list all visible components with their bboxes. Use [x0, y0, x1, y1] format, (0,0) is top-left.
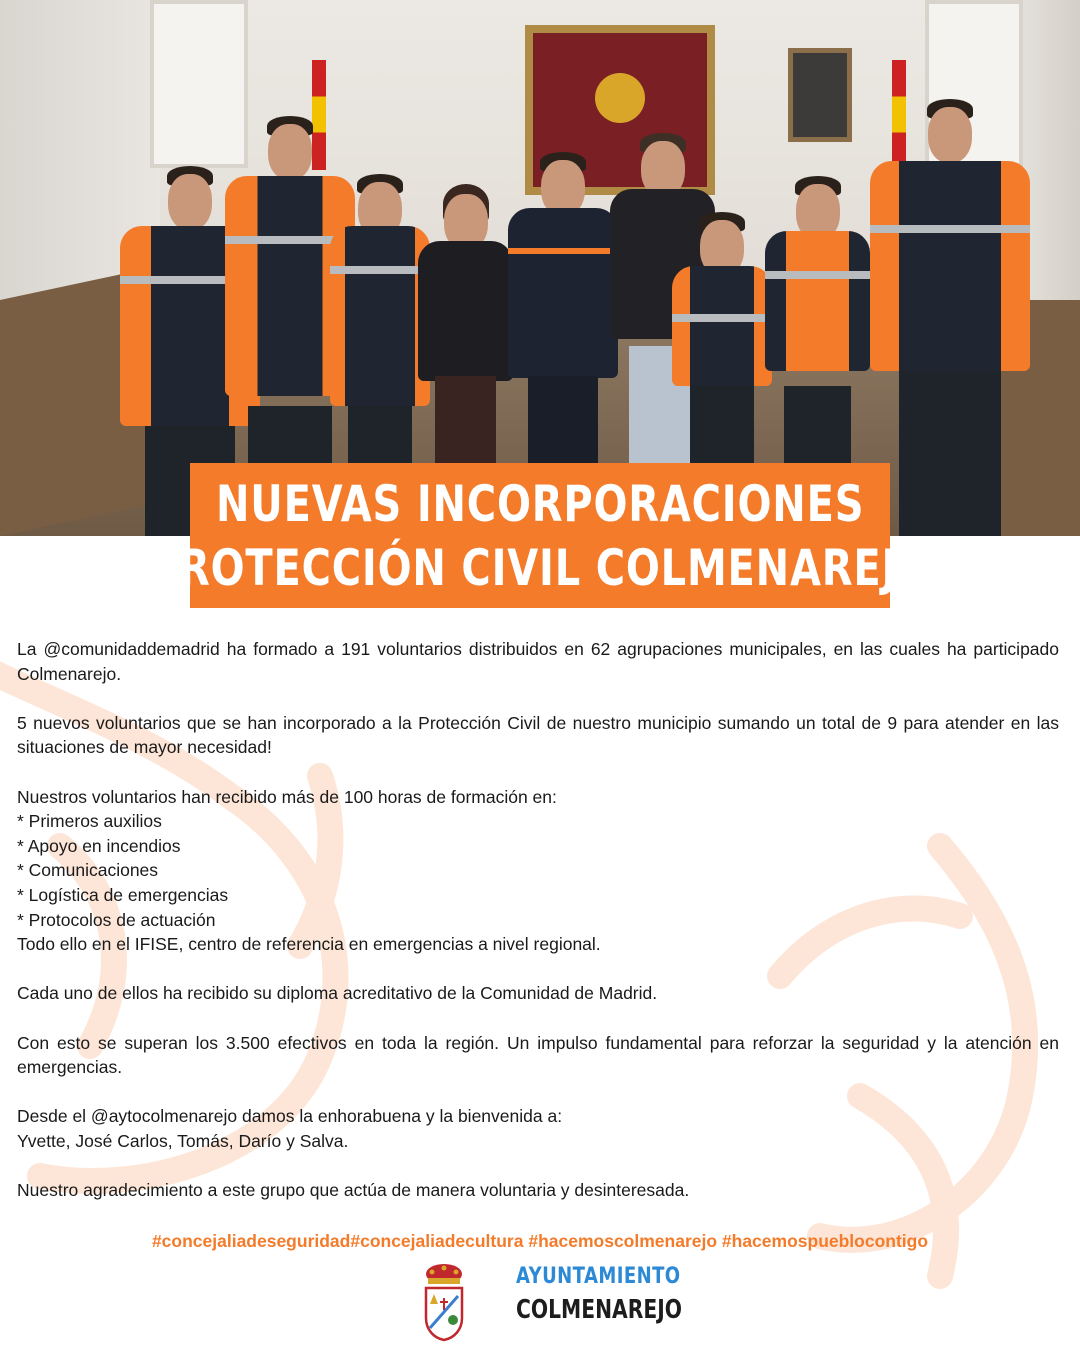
- training-item: * Apoyo en incendios: [17, 835, 181, 856]
- paragraph-2: 5 nuevos voluntarios que se han incorporado a la Protección Civil de nuestro municipio sumando un total de 9 para atender en las situaciones de mayor necesidad!: [17, 712, 1059, 758]
- training-intro: Nuestros voluntarios han recibido más de 100 horas de formación en:: [17, 786, 557, 807]
- training-item: * Logística de emergencias: [17, 884, 229, 905]
- paragraph-5: Con esto se superan los 3.500 efectivos en toda la región. Un impulso fundamental para reforzar la seguridad y la atención en emergencias.: [17, 1032, 1059, 1078]
- paragraph-1: La @comunidaddemadrid ha formado a 191 voluntarios distribuidos en 62 agrupaciones municipales, en las cuales ha participado Colmenarejo.: [17, 639, 1059, 684]
- training-item: * Comunicaciones: [17, 860, 159, 881]
- coat-of-arms-icon: [420, 1262, 468, 1342]
- title-line-2: PROTECCIÓN CIVIL COLMENAREJO: [148, 538, 932, 597]
- org-name-line-1: AYUNTAMIENTO: [516, 1264, 681, 1289]
- title-line-1: NUEVAS INCORPORACIONES: [215, 474, 865, 533]
- hashtags: #concejaliadeseguridad#concejaliadecultura #hacemoscolmenarejo #hacemospueblocontigo: [151, 1231, 929, 1251]
- training-item: * Protocolos de actuación: [17, 909, 216, 930]
- training-outro: Todo ello en el IFISE, centro de referencia en emergencias a nivel regional.: [17, 934, 601, 955]
- post-body: [17, 637, 1059, 1227]
- volunteer-names: Yvette, José Carlos, Tomás, Darío y Salva.: [17, 1130, 349, 1151]
- group-photo: [0, 0, 1080, 536]
- organization-logo: [516, 1264, 729, 1325]
- paragraph-7: Nuestro agradecimiento a este grupo que actúa de manera voluntaria y desinteresada.: [17, 1180, 690, 1201]
- paragraph-4: Cada uno de ellos ha recibido su diploma acreditativo de la Comunidad de Madrid.: [17, 983, 658, 1004]
- welcome-line: Desde el @aytocolmenarejo damos la enhorabuena y la bienvenida a:: [17, 1106, 563, 1127]
- training-item: * Primeros auxilios: [17, 811, 162, 832]
- person: [870, 51, 1030, 536]
- org-name-line-2: COLMENAREJO: [516, 1295, 683, 1325]
- title-banner: [148, 463, 932, 608]
- training-list: [17, 809, 1059, 932]
